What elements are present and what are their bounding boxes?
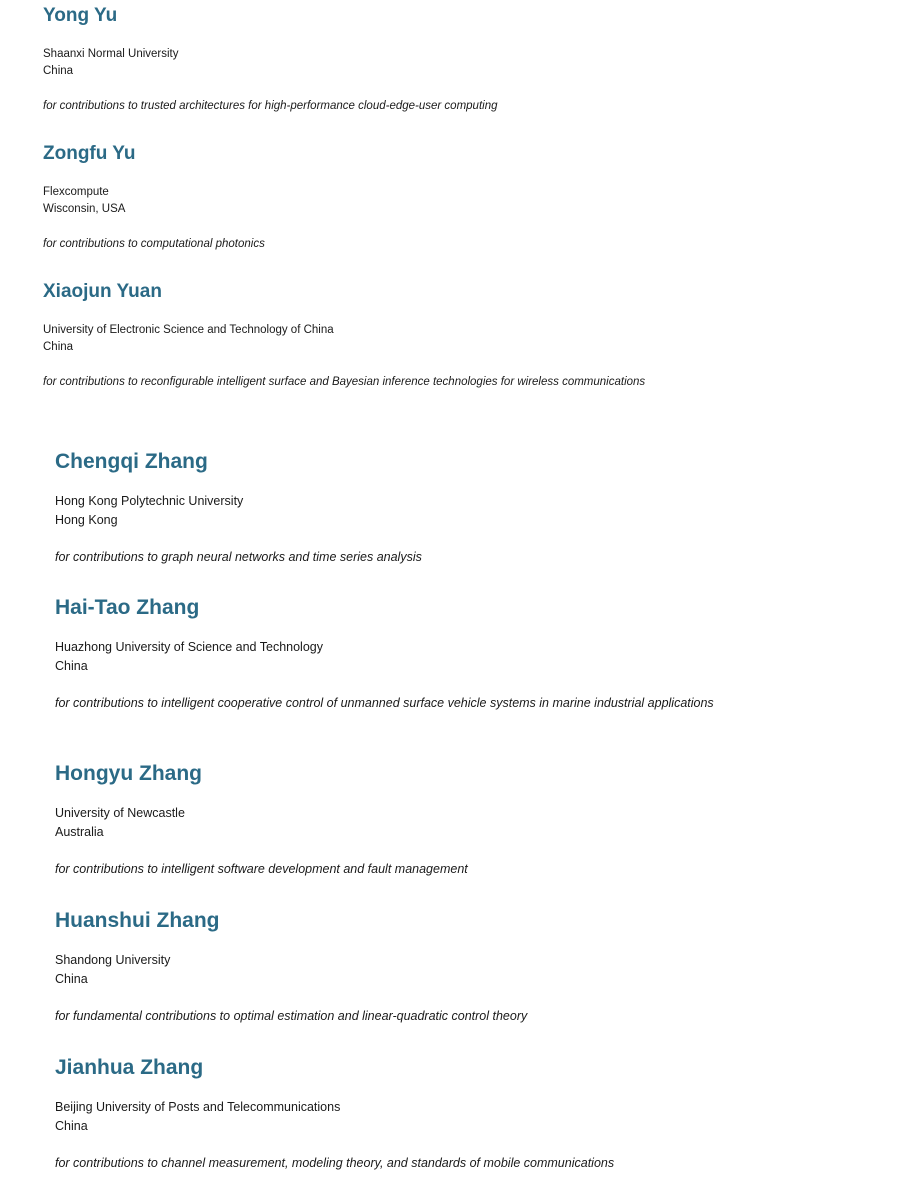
fellow-location: Hong Kong [55,513,118,527]
fellow-name: Hai-Tao Zhang [55,596,200,619]
fellow-name: Yong Yu [43,5,118,26]
fellow-institution: Shandong University [55,953,171,967]
fellow-citation: for fundamental contributions to optimal estimation and linear-quadratic control theory [55,1009,528,1023]
fellow-institution: Huazhong University of Science and Technology [55,640,323,654]
fellow-entry [55,1055,775,1173]
fellow-location: Wisconsin, USA [43,203,126,215]
fellow-location: China [43,65,74,77]
fellow-location: China [43,341,74,353]
fellow-institution: Shaanxi Normal University [43,48,179,60]
fellow-name: Chengqi Zhang [55,450,208,473]
fellow-entry [55,449,775,567]
fellow-citation: for contributions to computational photonics [43,238,265,250]
fellow-entry [55,595,775,713]
fellow-institution: Hong Kong Polytechnic University [55,494,244,508]
fellow-name: Huanshui Zhang [55,909,220,932]
fellow-entry [55,761,775,879]
fellow-citation: for contributions to intelligent cooperative control of unmanned surface vehicle systems in marine industrial applications [55,696,714,710]
fellow-location: Australia [55,825,104,839]
fellow-entry [43,280,763,391]
fellow-entry [43,142,763,253]
fellow-citation: for contributions to intelligent software development and fault management [55,862,468,876]
fellow-entry [55,908,775,1026]
fellow-institution: University of Electronic Science and Technology of China [43,324,334,336]
fellow-name: Hongyu Zhang [55,762,202,785]
fellow-name: Jianhua Zhang [55,1056,204,1079]
fellow-name: Zongfu Yu [43,143,136,164]
fellow-citation: for contributions to graph neural networks and time series analysis [55,550,422,564]
fellow-institution: Beijing University of Posts and Telecommunications [55,1100,341,1114]
fellow-citation: for contributions to trusted architectures for high-performance cloud-edge-user computing [43,100,498,112]
fellow-entry [43,4,763,115]
fellow-citation: for contributions to reconfigurable intelligent surface and Bayesian inference technologies for wireless communications [43,376,646,388]
fellow-citation: for contributions to channel measurement, modeling theory, and standards of mobile communications [55,1156,615,1170]
fellow-location: China [55,1119,88,1133]
fellow-location: China [55,659,88,673]
fellow-institution: Flexcompute [43,186,109,198]
fellow-institution: University of Newcastle [55,806,185,820]
fellow-location: China [55,972,88,986]
fellow-name: Xiaojun Yuan [43,281,162,302]
